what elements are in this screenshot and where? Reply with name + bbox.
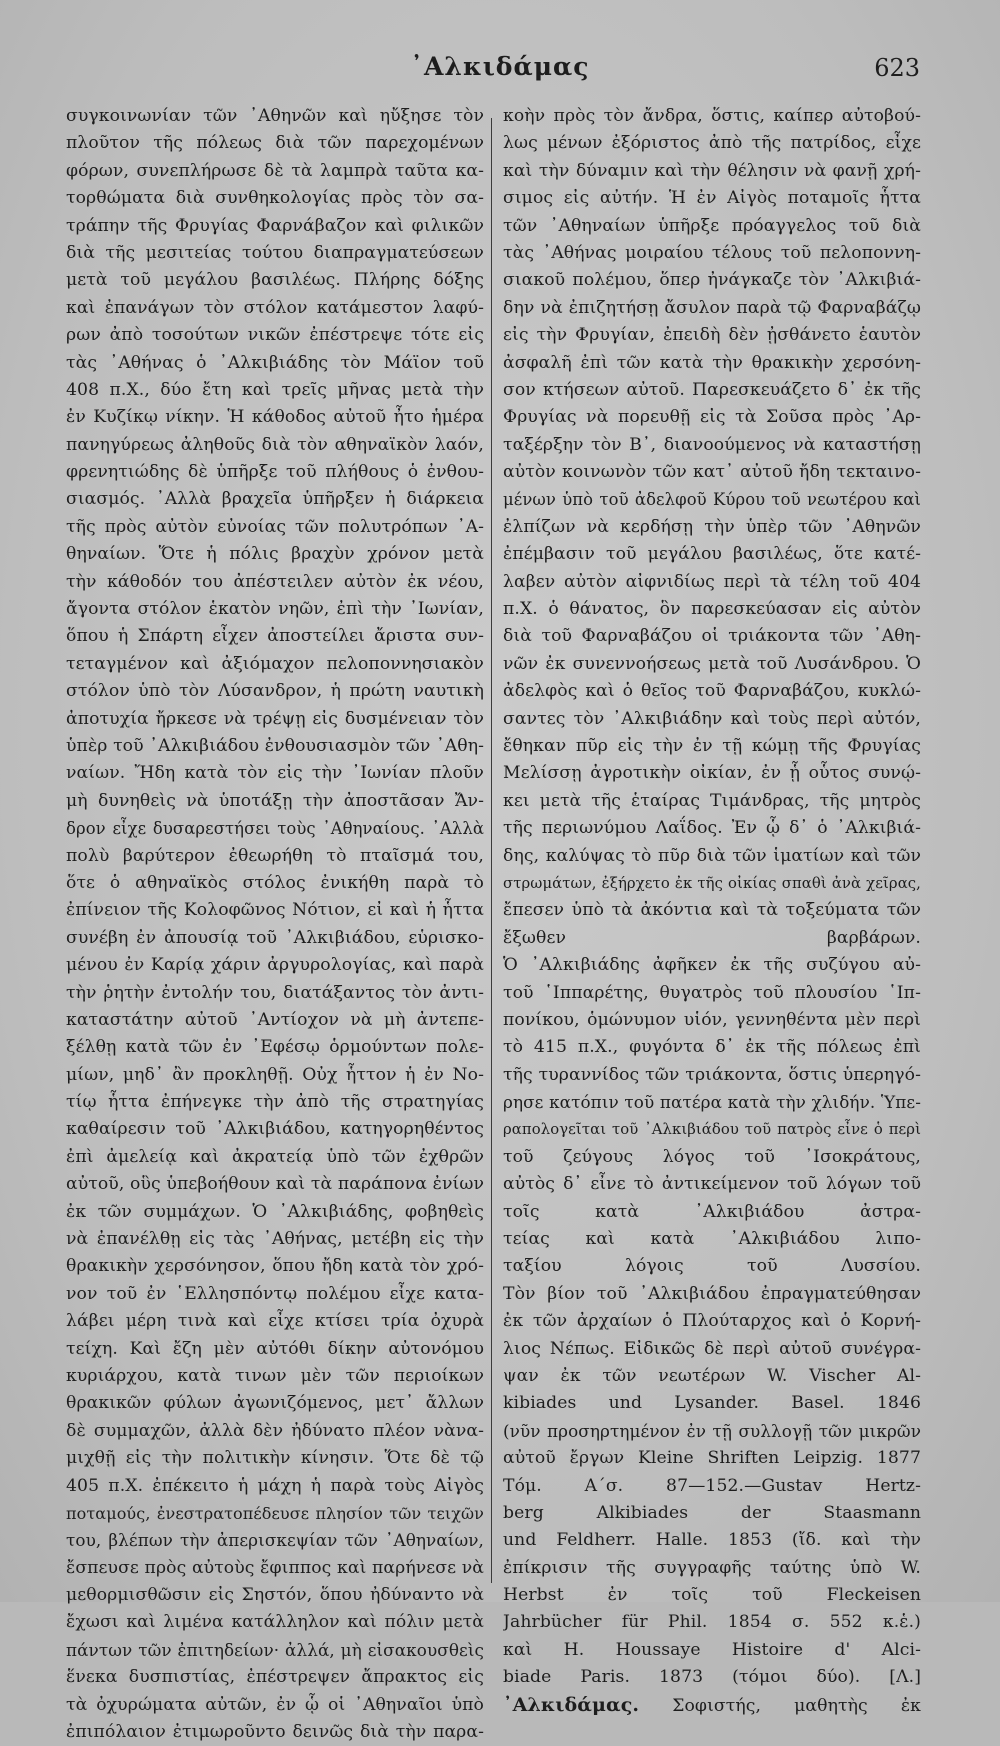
text-line: μίων, μηδ᾿ ἂν προκληθῇ. Οὐχ ἧττον ἡ ἐν Νο- bbox=[66, 1064, 484, 1085]
text-line: ἔξωθεν βαρβάρων. bbox=[503, 927, 921, 948]
text-line: τοῖς κατὰ ᾿Αλκιβιάδου ἀστρα- bbox=[503, 1201, 921, 1222]
text-line: δην νὰ ἐπιζητήσῃ ἄσυλον παρὰ τῷ Φαρναβάζῳ bbox=[503, 297, 921, 318]
text-line: berg Alkibiades der Staasmann bbox=[503, 1502, 921, 1523]
text-line: ταξίου λόγοις τοῦ Λυσσίου. bbox=[503, 1256, 921, 1277]
text-line: φρενητιώδης δὲ ὑπῆρξε τοῦ πλήθους ὁ ἐνθου- bbox=[66, 462, 484, 483]
text-line: 405 π.Χ. ἐπέκειτο ἡ μάχη ἡ παρὰ τοὺς Αἰγὸς bbox=[66, 1475, 484, 1496]
text-line: ὑπὲρ τοῦ ᾿Αλκιβιάδου ἐνθουσιασμὸν τῶν ᾿Αθη- bbox=[66, 735, 484, 756]
text-line: διὰ τοῦ Φαρναβάζου οἱ τριάκοντα τῶν ᾿Αθη- bbox=[503, 626, 921, 647]
text-line: ταξέρξην τὸν Β᾿, διανοούμενος νὰ καταστήσῃ bbox=[503, 434, 921, 455]
entry-lemma: ᾿Αλκιδάμας. bbox=[503, 1693, 640, 1716]
text-line: στρωμάτων, ἐξήρχετο ἐκ τῆς οἰκίας σπαθὶ ἀνὰ χεῖρας, bbox=[503, 874, 921, 892]
text-line: ἔχωσι καὶ λιμένα κατάλληλον καὶ πόλιν μετὰ bbox=[66, 1612, 484, 1633]
text-line: τῆς τυραννίδος τῶν τριάκοντα, ὅστις ὑπερηγό- bbox=[503, 1064, 921, 1085]
text-line: σον κτήσεων αὐτοῦ. Παρεσκευάζετο δ᾿ ἐκ τῆς bbox=[503, 379, 921, 400]
text-line: κει μετὰ τῆς ἑταίρας Τιμάνδρας, τῆς μητρὸς bbox=[503, 790, 921, 811]
text-line: τὰ ὀχυρώματα αὐτῶν, ἐν ᾧ οἱ ᾿Αθηναῖοι ὑπὸ bbox=[66, 1694, 484, 1715]
text-line: νὰ ἐπανέλθῃ εἰς τὰς ᾿Αθήνας, μετέβη εἰς τὴν bbox=[66, 1229, 484, 1250]
text-line: ὅπου ἡ Σπάρτη εἶχεν ἀποστείλει ἄριστα συν- bbox=[66, 626, 484, 647]
text-line: ξέλθῃ κατὰ τῶν ἐν ᾿Εφέσῳ ὁρμούντων πολε- bbox=[66, 1037, 484, 1058]
text-line: δὲ συμμαχῶν, ἀλλὰ δὲν ἠδύνατο πλέον νὰνα- bbox=[66, 1420, 484, 1441]
text-line: τὴν ῥητὴν ἐντολήν του, διατάξαντος τὸν ἀντι- bbox=[66, 982, 484, 1003]
text-line: μετὰ τοῦ μεγάλου βασιλέως. Πλήρης δόξης bbox=[66, 270, 484, 291]
text-line: πλοῦτον τῆς πόλεως διὰ τῶν παρεχομένων bbox=[66, 133, 484, 154]
text-line: διὰ τῆς μεσιτείας τούτου διαπραγματεύσεων bbox=[66, 242, 484, 263]
text-line: ἐλπίζων νὰ κερδήσῃ τὴν ὑπὲρ τῶν ᾿Αθηνῶν bbox=[503, 516, 921, 537]
text-line: ποταμούς, ἐνεστρατοπέδευσε πλησίον τῶν τειχῶν bbox=[66, 1503, 484, 1523]
right-column bbox=[503, 103, 921, 1719]
text-line: Φρυγίας νὰ πορευθῇ εἰς τὰ Σοῦσα πρὸς ᾿Αρ- bbox=[503, 407, 921, 428]
text-line: 408 π.Χ., δύο ἔτη καὶ τρεῖς μῆνας μετὰ τὴν bbox=[66, 379, 484, 400]
text-line: νῶν ἐκ συνεννοήσεως μετὰ τοῦ Λυσάνδρου. Ὁ bbox=[503, 653, 921, 674]
text-line: πανηγύρεως ἀληθοῦς διὰ τὸν αθηναϊκὸν λαόν, bbox=[66, 434, 484, 455]
text-line: τοῦ ῾Ιππαρέτης, θυγατρὸς τοῦ πλουσίου ῾Ιπ- bbox=[503, 982, 921, 1003]
text-line: συγκοινωνίαν τῶν ᾿Αθηνῶν καὶ ηὔξησε τὸν bbox=[66, 106, 484, 126]
text-line: τείας καὶ κατὰ ᾿Αλκιβιάδου λιπο- bbox=[503, 1229, 921, 1250]
text-line: ἐπὶ ἀμελείᾳ καὶ ἀκρατείᾳ ὑπὸ τῶν ἐχθρῶν bbox=[66, 1146, 484, 1167]
text-line: σιμος εἰς αὐτήν. Ἡ ἐν Αἰγὸς ποταμοῖς ἧττα bbox=[503, 188, 921, 209]
text-line: ἐπιπόλαιον ἐτιμωροῦντο δεινῶς διὰ τὴν παρα- bbox=[66, 1722, 484, 1743]
text-line: ἀποτυχία ἤρκεσε νὰ τρέψῃ εἰς δυσμένειαν τὸν bbox=[66, 708, 484, 729]
text-line: ραπολογεῖται τοῦ ᾿Αλκιβιάδου τοῦ πατρὸς εἶνε ὁ περὶ bbox=[503, 1121, 921, 1139]
text-line: δρον εἶχε δυσαρεστήσει τοὺς ᾿Αθηναίους. ᾿Αλλὰ bbox=[66, 819, 484, 839]
text-line: ἔπεσεν ὑπὸ τὰ ἀκόντια καὶ τὰ τοξεύματα τῶν bbox=[503, 900, 921, 921]
text-line: biade Paris. 1873 (τόμοι δύο). [Λ.] bbox=[503, 1667, 921, 1688]
text-line: π.Χ. ὁ θάνατος, ὃν παρεσκεύασαν εἰς αὐτὸν bbox=[503, 599, 921, 620]
text-line: τορθώματα διὰ συνθηκολογίας πρὸς τὸν σα- bbox=[66, 188, 484, 209]
text-line: αὐτοῦ ἔργων Kleine Shriften Leipzig. 1877 bbox=[503, 1448, 921, 1469]
text-line: Jahrbücher für Phil. 1854 σ. 552 κ.ἑ.) bbox=[503, 1612, 921, 1633]
text-line: τὰς ᾿Αθήνας μοιραίου τέλους τοῦ πελοποννη- bbox=[503, 242, 921, 263]
text-line: τοῦ ζεύγους λόγος τοῦ ᾿Ισοκράτους, bbox=[503, 1146, 921, 1167]
text-line: ἔθηκαν πῦρ εἰς τὴν ἐν τῇ κώμῃ τῆς Φρυγίας bbox=[503, 735, 921, 756]
text-line: Ὁ ᾿Αλκιβιάδης ἀφῆκεν ἐκ τῆς συζύγου αὐ- bbox=[503, 955, 921, 976]
text-line: τίῳ ἧττα ἐπήνεγκε τὴν ἀπὸ τῆς στρατηγίας bbox=[66, 1092, 484, 1113]
text-line: σιασμός. ᾿Αλλὰ βραχεῖα ὑπῆρξεν ἡ διάρκεια bbox=[66, 489, 484, 510]
text-line: τὰς ᾿Αθήνας ὁ ᾿Αλκιβιάδης τὸν Μάϊον τοῦ bbox=[66, 352, 484, 373]
text-line: τεταγμένον καὶ ἀξιόμαχον πελοποννησιακὸν bbox=[66, 653, 484, 674]
text-line: πολὺ βαρύτερον ἐθεωρήθη τὸ πταῖσμά του, bbox=[66, 845, 484, 866]
left-column bbox=[66, 103, 484, 1746]
text-line: λως μένων ἐξόριστος ἀπὸ τῆς πατρίδος, εἶχε bbox=[503, 133, 921, 154]
text-line: μένου ἐν Καρίᾳ χάριν ἀργυρολογίας, καὶ παρὰ bbox=[66, 955, 484, 976]
text-line: ἄγοντα στόλον ἑκατὸν νηῶν, ἐπὶ τὴν ᾿Ιωνίαν, bbox=[66, 599, 484, 620]
text-line: (νῦν προσηρτημένον ἐν τῇ συλλογῇ τῶν μικρῶν bbox=[503, 1420, 921, 1441]
text-line: καὶ H. Houssaye Histoire d' Alci- bbox=[503, 1639, 921, 1660]
text-line: αὐτοῦ, οὓς ὑπεβοήθουν καὶ τὰ παράπονα ἐνίων bbox=[66, 1174, 484, 1195]
text-line: φόρων, συνεπλήρωσε δὲ τὰ λαμπρὰ ταῦτα κα- bbox=[66, 160, 484, 181]
text-line: ἐκ τῶν συμμάχων. Ὁ ᾿Αλκιβιάδης, φοβηθεὶς bbox=[66, 1201, 484, 1222]
text-line: τῶν ᾿Αθηναίων ὑπῆρξε πρόαγγελος τοῦ διὰ bbox=[503, 215, 921, 236]
text-line: τὸ 415 π.Χ., φυγόντα δ᾿ ἐκ τῆς πόλεως ἐπὶ bbox=[503, 1037, 921, 1058]
text-line: μὴ δυνηθεὶς νὰ ὑποτάξῃ τὴν ἀποστᾶσαν Ἄν- bbox=[66, 790, 484, 811]
text-line: αὐτὸς δ᾿ εἶνε τὸ ἀντικείμενον τοῦ λόγων τοῦ bbox=[503, 1174, 921, 1195]
text-line: ἐπέμβασιν τοῦ μεγάλου βασιλέως, ὅτε κατέ- bbox=[503, 544, 921, 565]
text-line: τράπην τῆς Φρυγίας Φαρνάβαζον καὶ φιλικῶν bbox=[66, 215, 484, 236]
text-line: ἐπίκρισιν τῆς συγγραφῆς ταύτης ὑπὸ W. bbox=[503, 1557, 921, 1578]
text-line: ἐπίνειον τῆς Κολοφῶνος Νότιον, εἰ καὶ ἡ ἧττα bbox=[66, 900, 484, 921]
text-line: σαντες τὸν ᾿Αλκιβιάδην καὶ τοὺς περὶ αὐτόν, bbox=[503, 708, 921, 729]
text-line: λάβει μέρη τινὰ καὶ εἶχε κτίσει τρία ὀχυρὰ bbox=[66, 1311, 484, 1332]
text-line: ἕνεκα δυσπιστίας, ἐπέστρεψεν ἄπρακτος εἰς bbox=[66, 1667, 484, 1688]
text-line: Herbst ἐν τοῖς τοῦ Fleckeisen bbox=[503, 1585, 921, 1606]
text-line: καὶ τὴν δύναμιν καὶ τὴν θέλησιν νὰ φανῇ χρή- bbox=[503, 160, 921, 181]
text-line: καὶ ἐπανάγων τὸν στόλον κατάμεστον λαφύ- bbox=[66, 297, 484, 318]
text-line: αὐτὸν κοινωνὸν τῶν κατ᾿ αὐτοῦ ἤδη τεκταινο- bbox=[503, 462, 921, 483]
text-line: καταστάτην αὐτοῦ ᾿Αντίοχον νὰ μὴ ἀντεπε- bbox=[66, 1009, 484, 1030]
text-line: θηναίων. Ὅτε ἡ πόλις βραχὺν χρόνον μετὰ bbox=[66, 544, 484, 565]
page-header bbox=[60, 52, 940, 92]
text-line: τῆς περιωνύμου Λαΐδος. Ἐν ᾧ δ᾿ ὁ ᾿Αλκιβιά- bbox=[503, 818, 921, 839]
text-line: θρακικῶν φύλων ἀγωνιζόμενος, μετ᾿ ἄλλων bbox=[66, 1393, 484, 1414]
text-line: ρων ἀπὸ τοσούτων νικῶν ἐπέστρεψε τότε εἰς bbox=[66, 325, 484, 346]
text-line: ὅτε ὁ αθηναϊκὸς στόλος ἐνικήθη παρὰ τὸ bbox=[66, 872, 484, 893]
text-line: τείχη. Καὶ ἔζη μὲν αὐτόθι δίκην αὐτονόμου bbox=[66, 1338, 484, 1359]
text-line: und Feldherr. Halle. 1853 (ἴδ. καὶ τὴν bbox=[503, 1530, 921, 1551]
text-line: δης, καλύψας τὸ πῦρ διὰ τῶν ἱματίων καὶ τῶν bbox=[503, 845, 921, 866]
page-number: 623 bbox=[874, 54, 920, 82]
text-line: Τόμ. Α΄σ. 87—152.—Gustav Hertz- bbox=[503, 1475, 921, 1496]
text-line: καθαίρεσιν τοῦ ᾿Αλκιβιάδου, κατηγορηθέντος bbox=[66, 1119, 484, 1140]
text-line: του, βλέπων τὴν ἀπερισκεψίαν τῶν ᾿Αθηναίων, bbox=[66, 1530, 484, 1551]
text-line: στόλον ὑπὸ τὸν Λύσανδρον, ἡ πρώτη ναυτικὴ bbox=[66, 681, 484, 702]
text-line: τῆς πρὸς αὐτὸν εὐνοίας τῶν πολυτρόπων ᾿Α- bbox=[66, 516, 484, 537]
running-head: ᾿Αλκιδάμας bbox=[410, 52, 590, 81]
text-line: λιος Νέπως. Εἰδικῶς δὲ περὶ αὐτοῦ συνέγρα- bbox=[503, 1338, 921, 1359]
text-line: Τὸν βίον τοῦ ᾿Αλκιβιάδου ἐπραγματεύθησαν bbox=[503, 1283, 921, 1304]
text-line: ἀσφαλῆ ἐπὶ τῶν κατὰ τὴν θρακικὴν χερσόνη- bbox=[503, 352, 921, 373]
text-line: Μελίσσῃ ἀγροτικὴν οἰκίαν, ἐν ᾗ οὗτος συνῴ- bbox=[503, 763, 921, 784]
text-line: ἔσπευσε πρὸς αὐτοὺς ἔφιππος καὶ παρήνεσε νὰ bbox=[66, 1557, 484, 1578]
text-line: θρακικὴν χερσόνησον, ὅπου ἤδη κατὰ τὸν χρό- bbox=[66, 1256, 484, 1277]
text-line: σιακοῦ πολέμου, ὅπερ ἠνάγκαζε τὸν ᾿Αλκιβιά- bbox=[503, 270, 921, 291]
text-line: συνέβη ἐν ἀπουσίᾳ τοῦ ᾿Αλκιβιάδου, εὑρισκο- bbox=[66, 927, 484, 948]
text-line: μένων ὑπὸ τοῦ ἀδελφοῦ Κύρου τοῦ νεωτέρου καὶ bbox=[503, 490, 921, 510]
text-line: κοὴν πρὸς τὸν ἄνδρα, ὅστις, καίπερ αὐτοβού- bbox=[503, 106, 921, 126]
text-line: ρησε κατόπιν τοῦ πατέρα κατὰ τὴν χλιδήν. Ὑπε- bbox=[503, 1092, 921, 1113]
text-line: μιχθῇ εἰς τὴν πολιτικὴν κίνησιν. Ὅτε δὲ τῷ bbox=[66, 1448, 484, 1469]
column-divider bbox=[491, 118, 492, 1583]
text-line: ἀδελφὸς καὶ ὁ θεῖος τοῦ Φαρναβάζου, κυκλώ- bbox=[503, 681, 921, 702]
text-line: μεθορμισθῶσιν εἰς Σηστόν, ὅπου ἠδύναντο νὰ bbox=[66, 1585, 484, 1606]
text-line: νον τοῦ ἐν ῾Ελλησπόντῳ πολέμου εἶχε κατα- bbox=[66, 1283, 484, 1304]
text-line: εἰς τὴν Φρυγίαν, ἐπειδὴ δὲν ᾐσθάνετο ἑαυτὸν bbox=[503, 325, 921, 346]
text-line: kibiades und Lysander. Basel. 1846 bbox=[503, 1393, 921, 1414]
text-line: πονίκου, ὁμώνυμον υἱόν, γεννηθέντα μὲν περὶ bbox=[503, 1009, 921, 1030]
entry-text: Σοφιστής, μαθητὴς ἐκ bbox=[672, 1695, 921, 1716]
text-line: ἐν Κυζίκῳ νίκην. Ἡ κάθοδος αὐτοῦ ἦτο ἡμέρα bbox=[66, 407, 484, 428]
text-line: κυριάρχου, κατὰ τινων μὲν τῶν περιοίκων bbox=[66, 1365, 484, 1386]
text-line: πάντων τῶν ἐπιτηδείων· ἀλλά, μὴ εἰσακουσθεὶς bbox=[66, 1639, 484, 1660]
next-entry-line bbox=[503, 1692, 921, 1719]
text-line: ἐκ τῶν ἀρχαίων ὁ Πλούταρχος καὶ ὁ Κορνή- bbox=[503, 1311, 921, 1332]
text-line: τὴν κάθοδόν του ἀπέστειλεν αὐτὸν ἐκ νέου, bbox=[66, 571, 484, 592]
text-line: λαβεν αὐτὸν αἰφνιδίως περὶ τὰ τέλη τοῦ 404 bbox=[503, 571, 921, 592]
text-line: ναίων. Ἤδη κατὰ τὸν εἰς τὴν ᾿Ιωνίαν πλοῦν bbox=[66, 763, 484, 784]
text-line: ψαν ἐκ τῶν νεωτέρων W. Vischer Al- bbox=[503, 1365, 921, 1386]
